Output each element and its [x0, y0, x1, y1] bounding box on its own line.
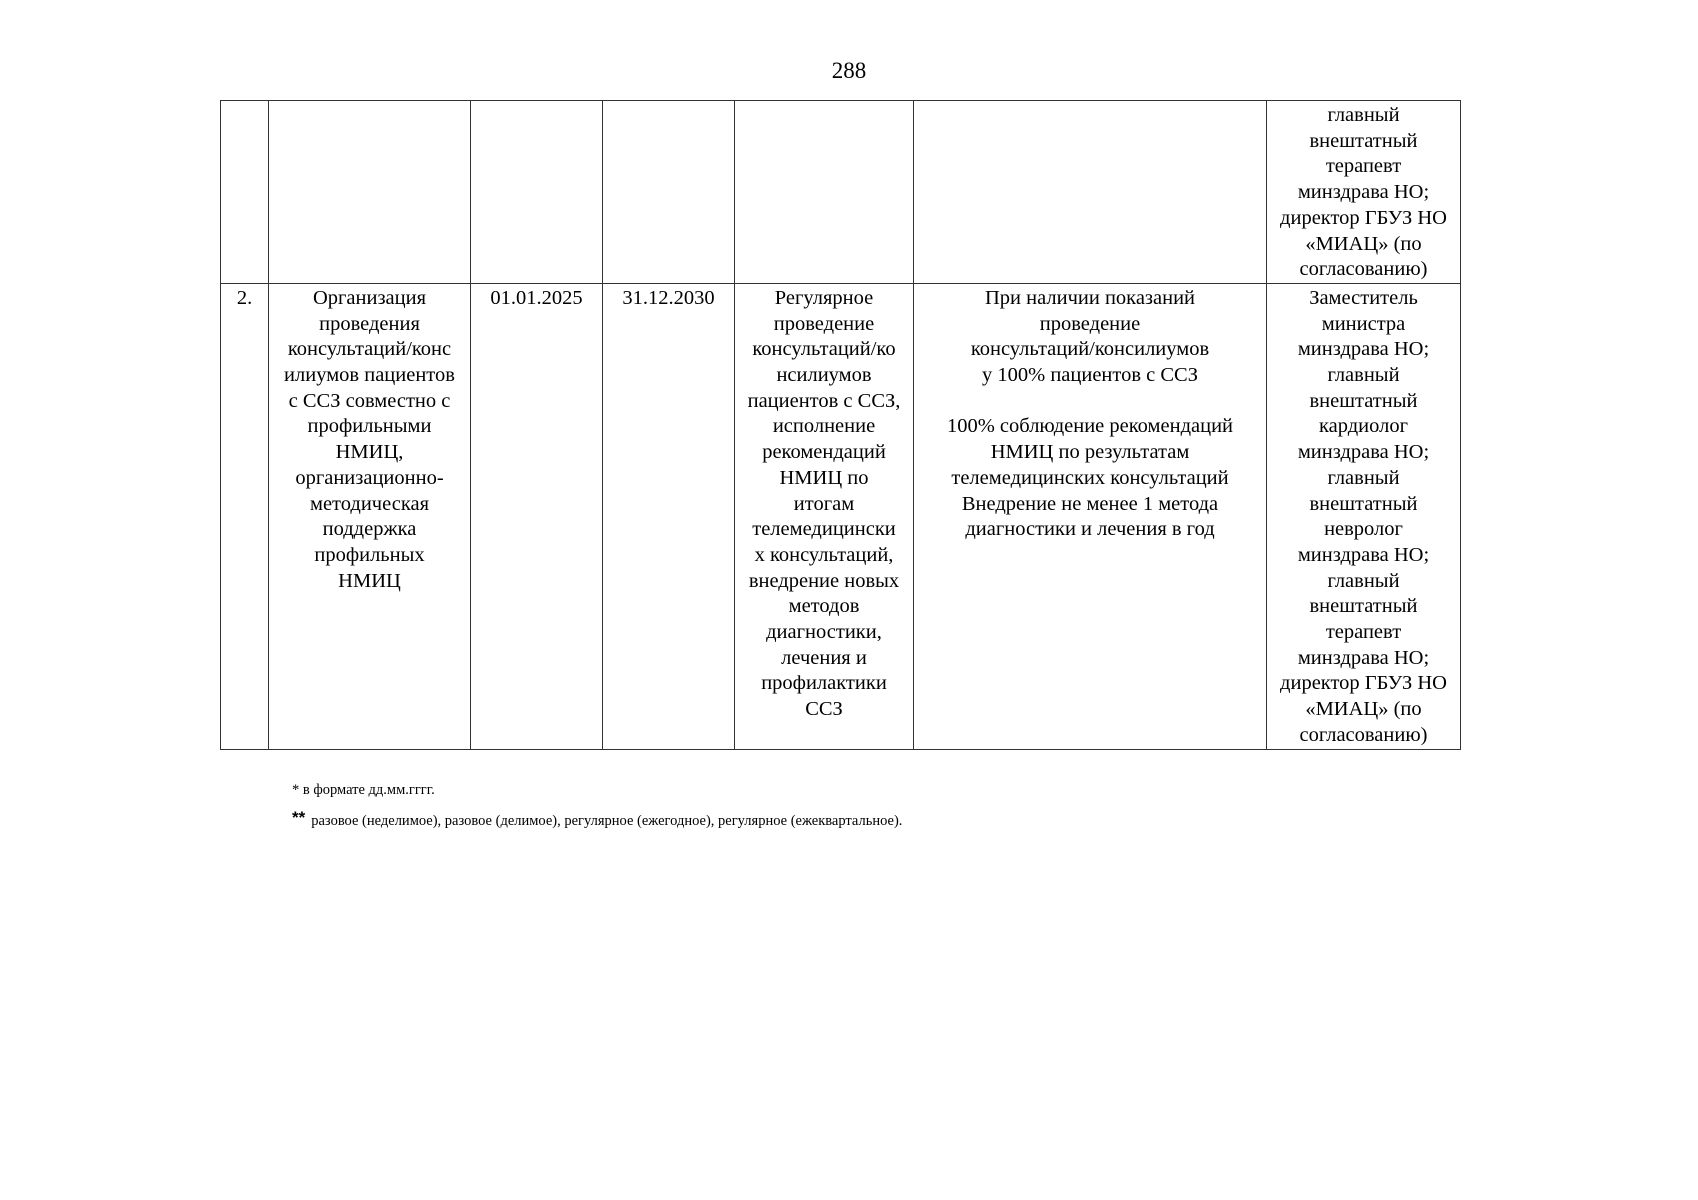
text-line: диагностики, — [766, 621, 882, 644]
footnote-periodicity-text: разовое (неделимое), разовое (делимое), регулярное (ежегодное), регулярное (ежеквартальное). — [311, 813, 903, 829]
text-line: министра — [1321, 312, 1406, 335]
cell-name — [269, 283, 471, 749]
page-number: 288 — [831, 58, 867, 83]
text-line: терапевт — [1325, 155, 1402, 178]
indicator-block-recommendations — [918, 414, 1262, 543]
footnote-date-format: * в формате дд.мм.гггг. — [292, 782, 435, 798]
text-line: согласованию) — [1299, 723, 1428, 746]
text-line: Внедрение не менее 1 метода — [961, 492, 1219, 515]
text-line: внештатный — [1309, 389, 1418, 412]
text-line: «МИАЦ» (по — [1305, 232, 1422, 255]
text-line: НМИЦ — [338, 569, 401, 592]
text-line: терапевт — [1325, 621, 1402, 644]
text-line: с ССЗ совместно с — [288, 389, 451, 412]
footnote-mark: ** — [292, 808, 306, 827]
text-line: илиумов пациентов — [284, 364, 455, 387]
text-line: профильных — [314, 543, 425, 566]
text-line: внедрение новых — [748, 569, 900, 592]
text-line: НМИЦ по — [779, 466, 869, 489]
text-line: главный — [1327, 364, 1400, 387]
text-line: проведение — [773, 312, 875, 335]
text-line: минздрава НО; — [1297, 646, 1430, 669]
text-line: невролог — [1324, 518, 1403, 541]
text-line: ССЗ — [805, 698, 843, 721]
cell-responsible — [1267, 101, 1461, 284]
spacer — [918, 389, 1262, 415]
cell-start-date: 01.01.2025 — [471, 283, 603, 749]
text-line: лечения и — [781, 646, 867, 669]
text-line: телемедицинских консультаций — [951, 466, 1229, 489]
text-line: внештатный — [1309, 129, 1418, 152]
text-line: методическая — [309, 492, 430, 515]
text-line: Регулярное — [774, 286, 874, 309]
cell-end-date: 31.12.2030 — [603, 283, 735, 749]
text-line: главный — [1327, 466, 1400, 489]
footnotes — [292, 780, 902, 831]
cell-name — [269, 101, 471, 284]
table-row — [221, 283, 1461, 749]
cell-end-date — [603, 101, 735, 284]
text-line: поддержка — [322, 518, 417, 541]
text-line: методов — [788, 595, 860, 618]
text-line: консультаций/конс — [287, 338, 452, 361]
text-line: итогам — [793, 492, 855, 515]
text-line: директор ГБУЗ НО — [1280, 672, 1447, 695]
cell-indicator — [914, 283, 1267, 749]
text-line: нсилиумов — [776, 364, 872, 387]
cell-result — [735, 283, 914, 749]
cell-indicator — [914, 101, 1267, 284]
indicator-block-consultations — [918, 286, 1262, 389]
text-line: проведение — [1039, 312, 1141, 335]
text-line: консультаций/ко — [752, 338, 896, 361]
text-line: минздрава НО; — [1297, 543, 1430, 566]
measures-table — [220, 100, 1461, 750]
cell-number: 2. — [221, 283, 269, 749]
text-line: НМИЦ по результатам — [990, 441, 1190, 464]
text-line: главный — [1327, 569, 1400, 592]
text-line: организационно- — [295, 466, 444, 489]
table-row — [221, 101, 1461, 284]
text-line: главный — [1327, 104, 1400, 126]
text-line: «МИАЦ» (по — [1305, 698, 1422, 721]
text-line: проведения — [319, 312, 420, 335]
text-line: минздрава НО; — [1297, 441, 1430, 464]
text-line: Заместитель — [1309, 286, 1418, 309]
text-line: у 100% пациентов с ССЗ — [982, 364, 1198, 387]
text-line: диагностики и лечения в год — [965, 518, 1215, 541]
text-line: исполнение — [772, 415, 876, 438]
text-line: минздрава НО; — [1297, 181, 1430, 204]
text-line: согласованию) — [1299, 258, 1428, 281]
text-line: кардиолог — [1319, 415, 1408, 438]
text-line: 100% соблюдение рекомендаций — [946, 415, 1234, 438]
cell-responsible — [1267, 283, 1461, 749]
text-line: пациентов с ССЗ, — [747, 389, 901, 412]
text-line: внештатный — [1309, 595, 1418, 618]
text-line: внештатный — [1309, 492, 1418, 515]
text-line: Организация — [312, 286, 427, 309]
text-line: минздрава НО; — [1297, 338, 1430, 361]
text-line: рекомендаций — [762, 441, 886, 464]
cell-result — [735, 101, 914, 284]
text-line: телемедицински — [752, 518, 896, 541]
text-line: консультаций/консилиумов — [970, 338, 1210, 361]
cell-number — [221, 101, 269, 284]
text-line: НМИЦ, — [335, 441, 404, 464]
text-line: директор ГБУЗ НО — [1280, 206, 1447, 229]
text-line: При наличии показаний — [984, 286, 1196, 309]
text-line: х консультаций, — [754, 543, 894, 566]
cell-start-date — [471, 101, 603, 284]
text-line: профилактики — [761, 672, 887, 695]
text-line: профильными — [307, 415, 432, 438]
footnote-periodicity — [292, 808, 902, 831]
